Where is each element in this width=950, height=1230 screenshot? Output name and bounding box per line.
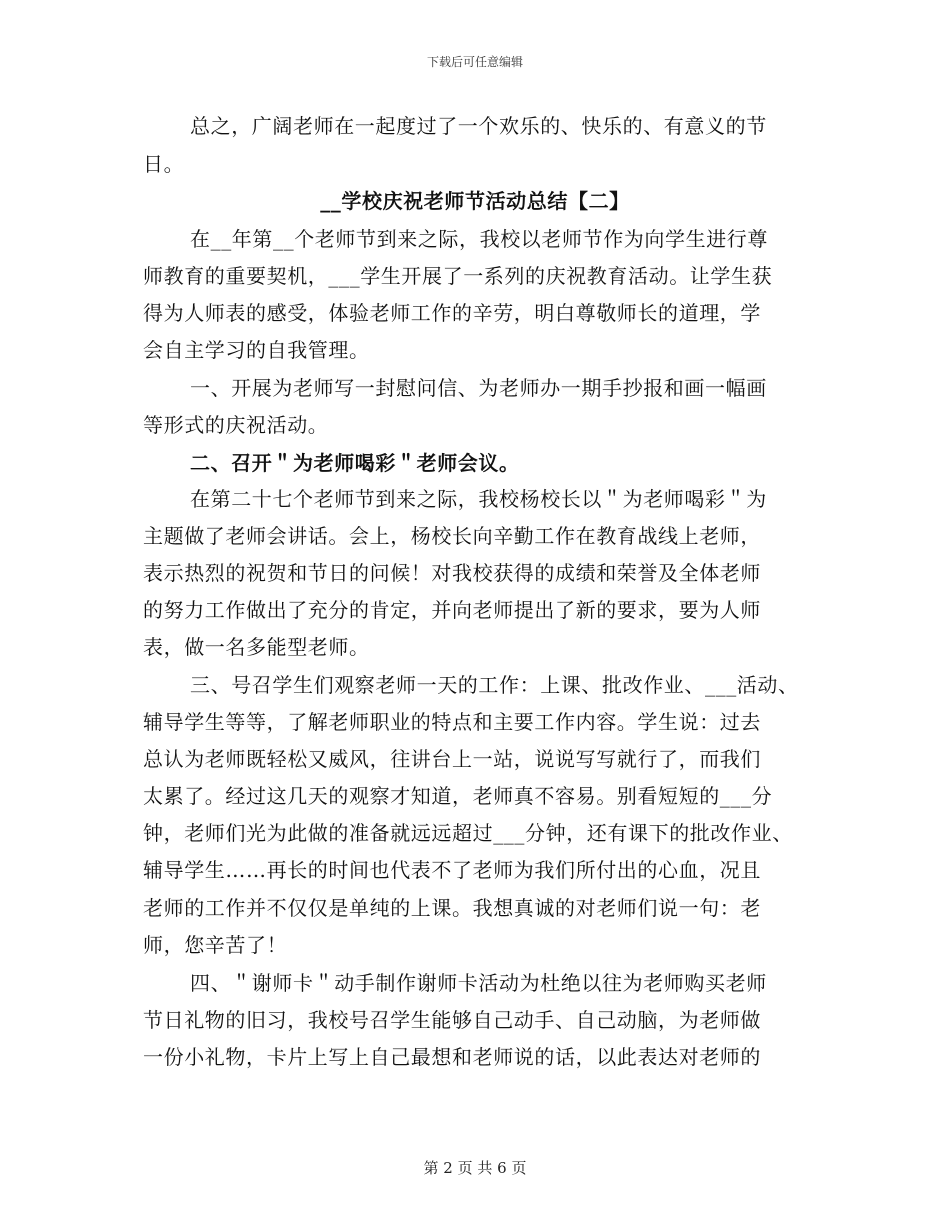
paragraph-line: 老师的工作并不仅仅是单纯的上课。我想真诚的对老师们说一句：老 xyxy=(143,896,761,920)
paragraph-line: 太累了。经过这几天的观察才知道，老师真不容易。别看短短的___分 xyxy=(143,784,773,808)
paragraph-line: 一、开展为老师写一封慰问信、为老师办一期手抄报和画一幅画 xyxy=(190,376,767,400)
paragraph-line: 得为人师表的感受，体验老师工作的辛劳，明白尊敬师长的道理，学 xyxy=(143,301,761,325)
paragraph-line: 辅导学生等等，了解老师职业的特点和主要工作内容。学生说：过去 xyxy=(143,710,761,734)
paragraph-line: 节日礼物的旧习，我校号召学生能够自己动手、自己动脑，为老师做 xyxy=(143,1008,761,1032)
paragraph-line: 一份小礼物，卡片上写上自己最想和老师说的话，以此表达对老师的 xyxy=(143,1045,761,1069)
paragraph-line: 总认为老师既轻松又威风，往讲台上一站，说说写写就行了，而我们 xyxy=(143,747,761,771)
paragraph-line: 四、＂谢师卡＂动手制作谢师卡活动为杜绝以往为老师购买老师 xyxy=(190,971,767,995)
paragraph-line: 钟，老师们光为此做的准备就远远超过___分钟，还有课下的批改作业、 xyxy=(143,821,793,845)
paragraph-line: 表示热烈的祝贺和节日的问候！对我校获得的成绩和荣誉及全体老师 xyxy=(143,561,761,585)
subheading: 二、召开＂为老师喝彩＂老师会议。 xyxy=(190,451,520,475)
paragraph-line: 总之，广阔老师在一起度过了一个欢乐的、快乐的、有意义的节 xyxy=(190,114,767,138)
page-header-note: 下载后可任意编辑 xyxy=(426,55,523,69)
paragraph-line: 师教育的重要契机，___学生开展了一系列的庆祝教育活动。让学生获 xyxy=(143,264,773,288)
paragraph-line: 等形式的庆祝活动。 xyxy=(143,413,329,437)
paragraph-line: 会自主学习的自我管理。 xyxy=(143,338,370,362)
paragraph-line: 辅导学生……再长的时间也代表不了老师为我们所付出的心血，况且 xyxy=(143,858,761,882)
paragraph-line: 师，您辛苦了！ xyxy=(143,933,288,957)
paragraph-line: 在__年第__个老师节到来之际，我校以老师节作为向学生进行尊 xyxy=(190,227,768,251)
page-number: 第 2 页 共 6 页 xyxy=(423,1159,527,1177)
paragraph-line: 日。 xyxy=(143,152,185,176)
paragraph-line: 三、号召学生们观察老师一天的工作：上课、批改作业、___活动、 xyxy=(190,673,799,697)
paragraph-line: 在第二十七个老师节到来之际，我校杨校长以＂为老师喝彩＂为 xyxy=(190,487,767,511)
section-heading: __学校庆祝老师节活动总结【二】 xyxy=(320,189,630,213)
paragraph-line: 主题做了老师会讲话。会上，杨校长向辛勤工作在教育战线上老师， xyxy=(143,524,761,548)
paragraph-line: 表，做一名多能型老师。 xyxy=(143,635,370,659)
paragraph-line: 的努力工作做出了充分的肯定，并向老师提出了新的要求，要为人师 xyxy=(143,598,761,622)
